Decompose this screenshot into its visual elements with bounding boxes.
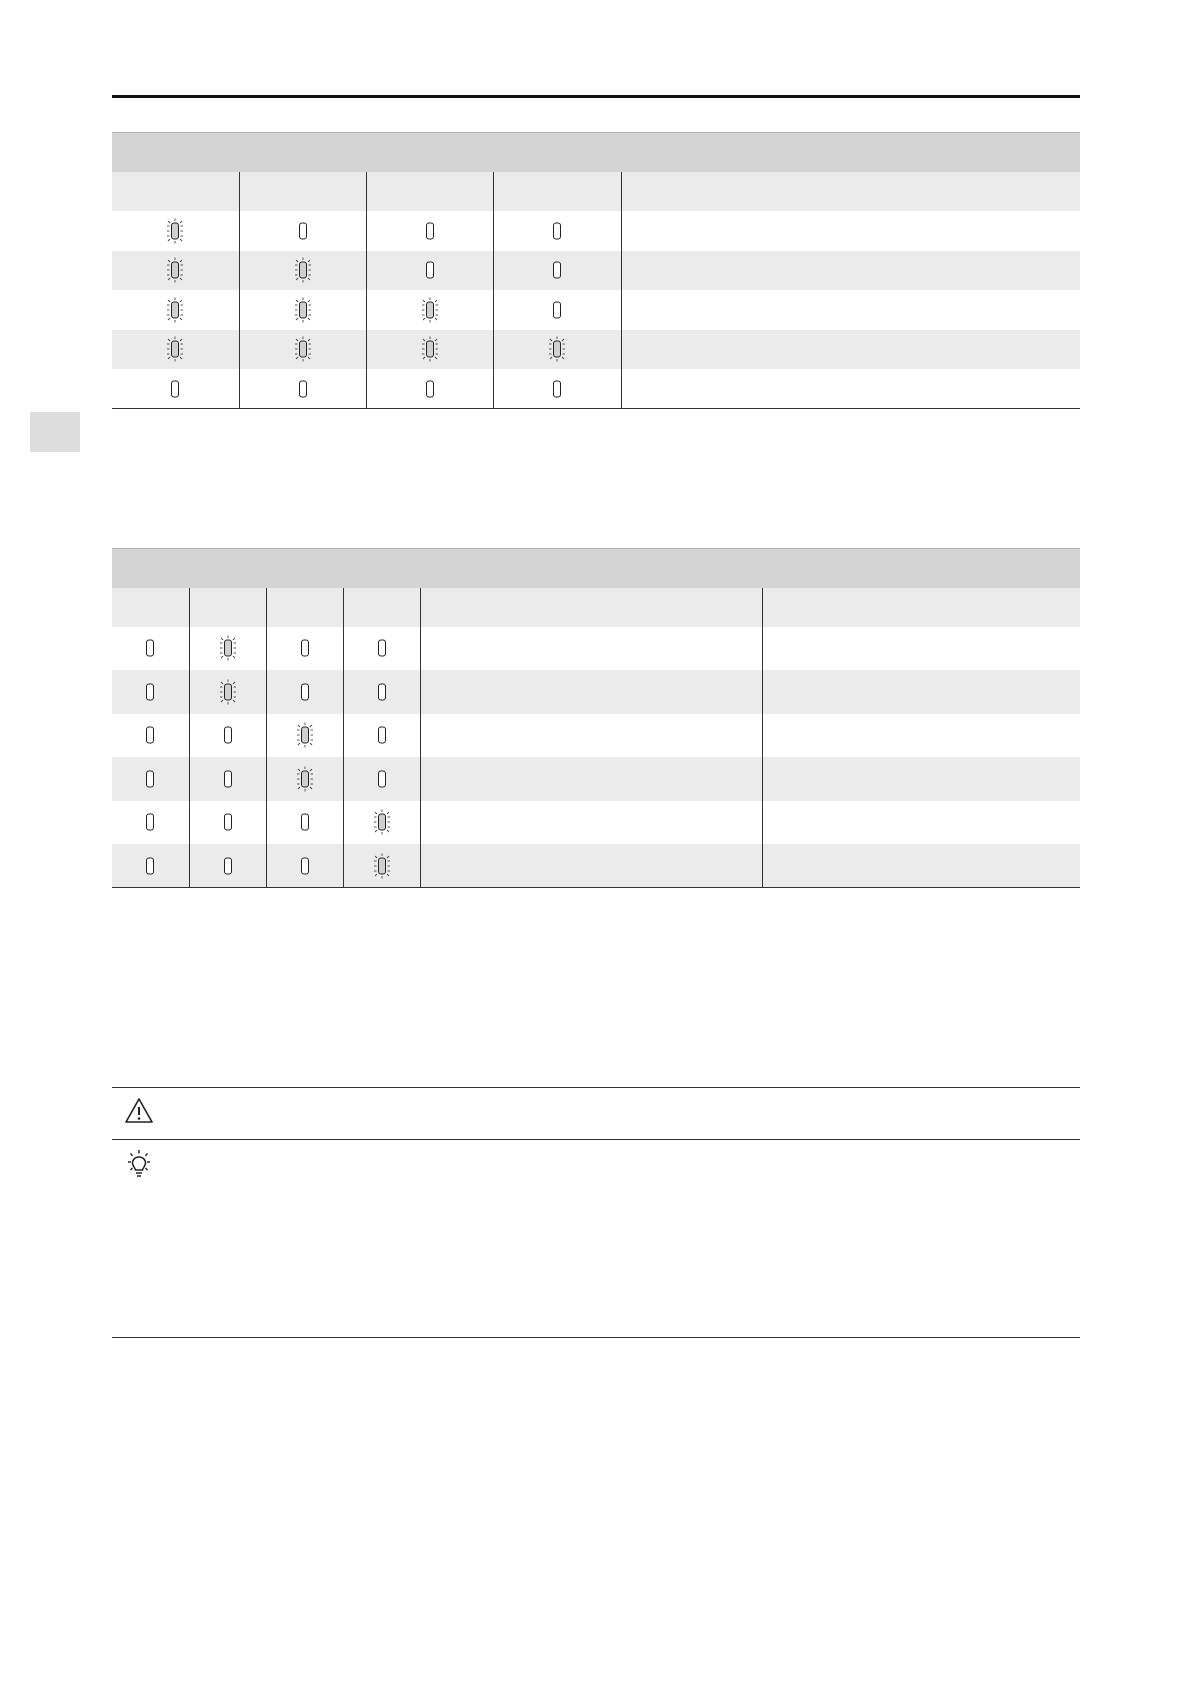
led-cell: [189, 757, 266, 801]
table-header-cell: [112, 588, 189, 627]
led-off-icon: [139, 679, 161, 705]
table-header-cell: [366, 172, 493, 212]
led-blinking-icon: [371, 809, 393, 835]
led-off-icon: [546, 218, 568, 244]
table-row: [112, 714, 1080, 758]
led-cell: [239, 251, 366, 291]
led-cell: [493, 369, 621, 409]
led-cell: [343, 844, 420, 888]
table-row: [112, 211, 1080, 251]
table-cell-notes: [762, 801, 1080, 845]
led-cell: [112, 714, 189, 758]
led-cell: [493, 211, 621, 251]
led-cell: [239, 290, 366, 330]
led-cell: [112, 290, 239, 330]
table-row: [112, 757, 1080, 801]
led-cell: [189, 627, 266, 671]
table-header-cell: [343, 588, 420, 627]
led-off-icon: [546, 257, 568, 283]
table-header-cell: [762, 588, 1080, 627]
led-blinking-icon: [419, 297, 441, 323]
lightbulb-icon: [124, 1149, 154, 1179]
led-cell: [343, 670, 420, 714]
led-blinking-icon: [546, 336, 568, 362]
table-row: [112, 251, 1080, 291]
table-row: [112, 844, 1080, 888]
led-off-icon: [419, 218, 441, 244]
led-cell: [366, 251, 493, 291]
table-title-row: [112, 133, 1080, 172]
tip-top-rule: [112, 1139, 1080, 1140]
led-off-icon: [546, 376, 568, 402]
led-cell: [266, 627, 343, 671]
table-row: [112, 369, 1080, 409]
led-cell: [112, 627, 189, 671]
led-cell: [343, 757, 420, 801]
led-off-icon: [419, 376, 441, 402]
caution-top-rule: [112, 1087, 1080, 1088]
led-blinking-icon: [164, 336, 186, 362]
led-off-icon: [419, 257, 441, 283]
top-rule: [112, 95, 1080, 98]
led-off-icon: [294, 635, 316, 661]
led-blinking-icon: [371, 853, 393, 879]
led-cell: [112, 369, 239, 409]
led-off-icon: [371, 766, 393, 792]
table-header-cell: [621, 172, 1080, 212]
table-header-cell: [266, 588, 343, 627]
led-cell: [112, 844, 189, 888]
led-off-icon: [217, 766, 239, 792]
table-cell-description: [621, 330, 1080, 370]
led-cell: [343, 627, 420, 671]
tip-bottom-rule: [112, 1337, 1080, 1338]
led-blinking-icon: [164, 257, 186, 283]
table-cell-description: [420, 844, 762, 888]
table-cell-notes: [762, 757, 1080, 801]
led-off-icon: [139, 635, 161, 661]
table-header-cell: [112, 172, 239, 212]
table-cell-description: [420, 670, 762, 714]
led-off-icon: [294, 809, 316, 835]
led-blinking-icon: [294, 766, 316, 792]
led-cell: [343, 714, 420, 758]
led-cell: [239, 369, 366, 409]
led-off-icon: [217, 809, 239, 835]
table-cell-description: [621, 211, 1080, 251]
table-row: [112, 801, 1080, 845]
table-header-row: [112, 172, 1080, 212]
table-row: [112, 290, 1080, 330]
led-cell: [112, 251, 239, 291]
table-cell-notes: [762, 714, 1080, 758]
led-cell: [493, 330, 621, 370]
led-off-icon: [292, 376, 314, 402]
table-cell-notes: [762, 670, 1080, 714]
led-cell: [266, 757, 343, 801]
led-blinking-icon: [164, 297, 186, 323]
led-blinking-icon: [292, 336, 314, 362]
led-off-icon: [546, 297, 568, 323]
led-cell: [266, 801, 343, 845]
table-row: [112, 670, 1080, 714]
led-blinking-icon: [217, 679, 239, 705]
led-cell: [112, 211, 239, 251]
led-blinking-icon: [294, 722, 316, 748]
led-off-icon: [371, 679, 393, 705]
table-cell-description: [420, 714, 762, 758]
led-blinking-icon: [419, 336, 441, 362]
table-cell-description: [621, 369, 1080, 409]
led-off-icon: [164, 376, 186, 402]
table-title-row: [112, 549, 1080, 588]
table-header-cell: [493, 172, 621, 212]
led-blinking-icon: [217, 635, 239, 661]
led-off-icon: [292, 218, 314, 244]
led-cell: [266, 670, 343, 714]
led-cell: [493, 290, 621, 330]
table-cell-description: [420, 757, 762, 801]
led-cell: [189, 801, 266, 845]
led-cell: [266, 714, 343, 758]
led-off-icon: [217, 853, 239, 879]
led-off-icon: [139, 809, 161, 835]
led-cell: [239, 330, 366, 370]
led-off-icon: [139, 766, 161, 792]
table-cell-notes: [762, 844, 1080, 888]
led-cell: [366, 211, 493, 251]
section-side-tab: [30, 412, 80, 452]
table-header-cell: [239, 172, 366, 212]
led-status-table: [112, 548, 1080, 888]
table-row: [112, 330, 1080, 370]
led-cell: [239, 211, 366, 251]
led-cell: [189, 844, 266, 888]
table-cell-notes: [762, 627, 1080, 671]
led-cell: [112, 801, 189, 845]
table-header-cell: [420, 588, 762, 627]
table-row: [112, 627, 1080, 671]
led-cell: [366, 290, 493, 330]
led-off-icon: [294, 679, 316, 705]
led-off-icon: [139, 853, 161, 879]
table-header-row: [112, 588, 1080, 627]
led-off-icon: [139, 722, 161, 748]
led-off-icon: [371, 635, 393, 661]
led-off-icon: [217, 722, 239, 748]
led-cell: [112, 330, 239, 370]
led-cell: [366, 330, 493, 370]
led-blinking-icon: [164, 218, 186, 244]
led-cell: [112, 670, 189, 714]
led-cell: [493, 251, 621, 291]
led-blinking-icon: [292, 297, 314, 323]
warning-triangle-icon: [124, 1097, 154, 1125]
led-cell: [112, 757, 189, 801]
led-off-icon: [371, 722, 393, 748]
table-cell-description: [621, 290, 1080, 330]
led-blinking-icon: [292, 257, 314, 283]
led-off-icon: [294, 853, 316, 879]
table-cell-description: [420, 627, 762, 671]
table-title: [112, 133, 1080, 172]
table-title: [112, 549, 1080, 588]
led-cell: [266, 844, 343, 888]
led-cell: [189, 670, 266, 714]
table-cell-description: [420, 801, 762, 845]
led-cell: [343, 801, 420, 845]
battery-level-led-table: [112, 132, 1080, 409]
led-cell: [189, 714, 266, 758]
table-cell-description: [621, 251, 1080, 291]
table-header-cell: [189, 588, 266, 627]
led-cell: [366, 369, 493, 409]
